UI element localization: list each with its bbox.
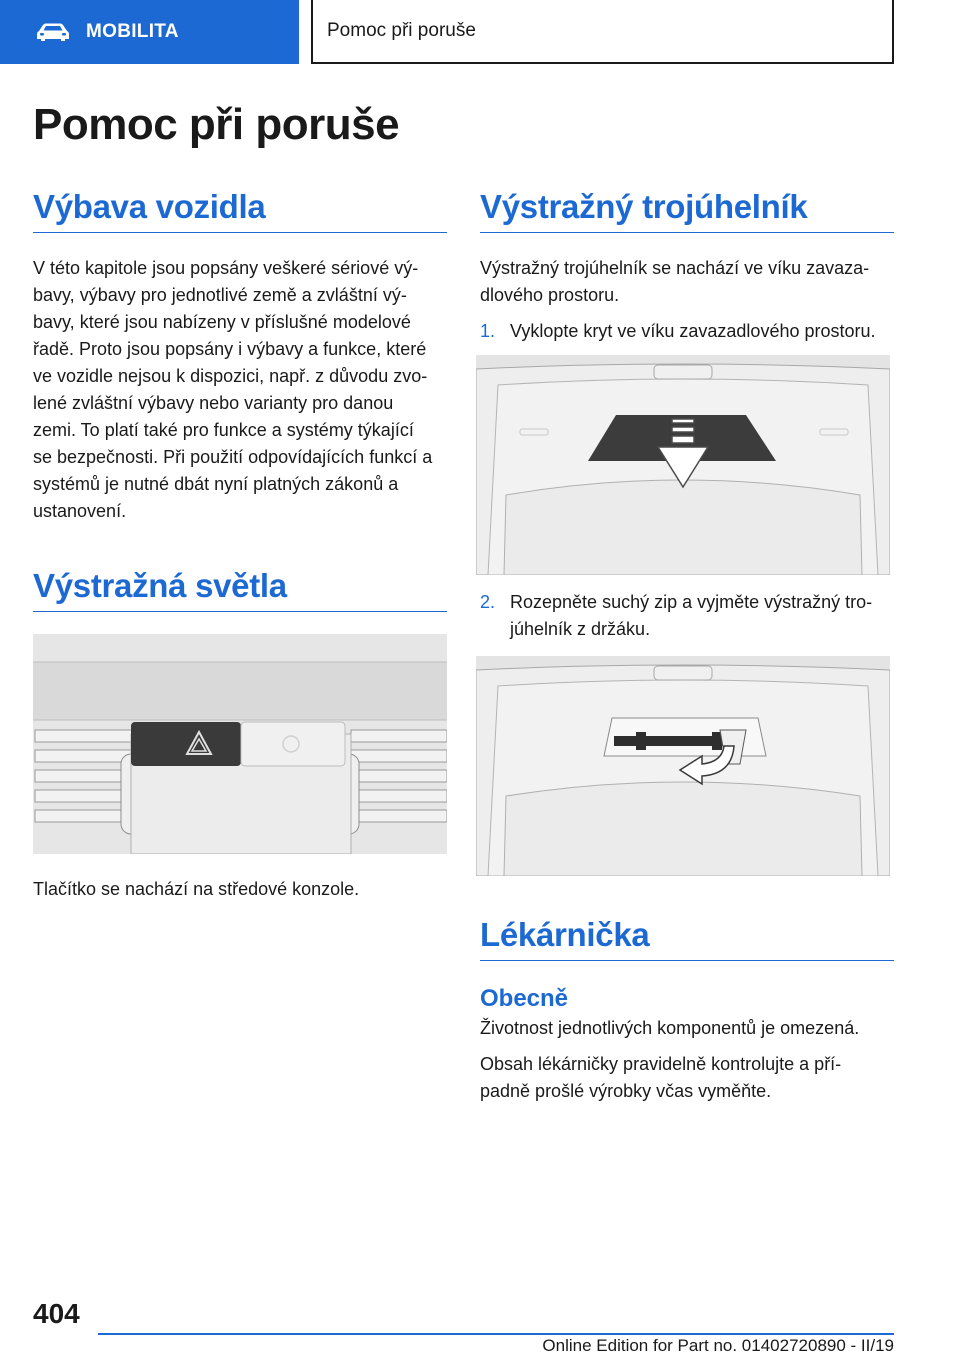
triangle-holder-illustration <box>476 656 890 876</box>
vybava-line-2: bavy, výbavy pro jednotlivé země a zvláštní vý‐ <box>33 285 407 305</box>
heading-lekarnicka: Lékárnička <box>480 916 894 961</box>
step-2-number: 2. <box>480 592 496 612</box>
step-2-line-2: júhelník z držáku. <box>510 619 651 639</box>
page-title: Pomoc při poruše <box>33 100 400 149</box>
step-2-text <box>510 589 894 643</box>
step-1-text: Vyklopte kryt ve víku zavazadlového prostoru. <box>510 321 876 341</box>
step-2-line-1: Rozepněte suchý zip a vyjměte výstražný tro‐ <box>510 592 873 612</box>
dashboard-illustration <box>33 634 447 854</box>
trunk-lid-figure-1 <box>476 355 890 575</box>
vybava-line-10: ustanovení. <box>33 501 127 521</box>
heading-trojuhelnik: Výstražný trojúhelník <box>480 188 894 233</box>
section-tab <box>0 0 299 64</box>
hazard-button-figure <box>33 634 447 854</box>
footer-divider <box>98 1333 894 1335</box>
heading-svetla: Výstražná světla <box>33 567 447 612</box>
svetla-caption: Tlačítko se nachází na středové konzole. <box>33 879 360 899</box>
vybava-line-7: zemi. To platí také pro funkce a systémy týkající <box>33 420 414 440</box>
vybava-line-6: lené zvláštní výbavy nebo varianty pro danou <box>33 393 394 413</box>
vybava-line-1: V této kapitole jsou popsány veškeré sériové vý‐ <box>33 258 419 278</box>
lekarnicka-para-1: Životnost jednotlivých komponentů je omezená. <box>480 1018 860 1038</box>
vybava-line-4: řadě. Proto jsou popsány i výbavy a funkce, které <box>33 339 427 359</box>
vybava-line-9: systémů je nutné dbát nyní platných zákonů a <box>33 474 399 494</box>
page-number: 404 <box>33 1298 80 1329</box>
vybava-line-3: bavy, které jsou nabízeny v příslušné modelové <box>33 312 411 332</box>
trunk-lid-figure-2 <box>476 656 890 876</box>
trojuhelnik-intro-1: Výstražný trojúhelník se nachází ve víku zavaza‐ <box>480 258 870 278</box>
right-column <box>480 188 894 1105</box>
section-label: MOBILITA <box>86 21 179 42</box>
chapter-label: Pomoc při poruše <box>327 20 476 41</box>
step-2 <box>480 589 894 643</box>
step-1-number: 1. <box>480 321 496 341</box>
vybava-line-5: ve vozidle nejsou k dispozici, např. z důvodu zvo‐ <box>33 366 428 386</box>
lekarnicka-para-2-line-1: Obsah lékárničky pravidelně kontrolujte a pří‐ <box>480 1054 842 1074</box>
trojuhelnik-intro-2: dlového prostoru. <box>480 285 620 305</box>
heading-vybava: Výbava vozidla <box>33 188 447 233</box>
left-column <box>33 188 447 903</box>
chapter-header <box>311 0 894 64</box>
step-1 <box>480 318 894 345</box>
vybava-line-8: se bezpečnosti. Při použití odpovídajících funkcí a <box>33 447 433 467</box>
car-icon <box>36 22 70 42</box>
lekarnicka-para-2-line-2: padně prošlé výrobky včas vyměňte. <box>480 1081 772 1101</box>
subheading-obecne: Obecně <box>480 985 569 1012</box>
trunk-cover-illustration <box>476 355 890 575</box>
edition-text: Online Edition for Part no. 01402720890 - II/19 <box>542 1336 894 1355</box>
